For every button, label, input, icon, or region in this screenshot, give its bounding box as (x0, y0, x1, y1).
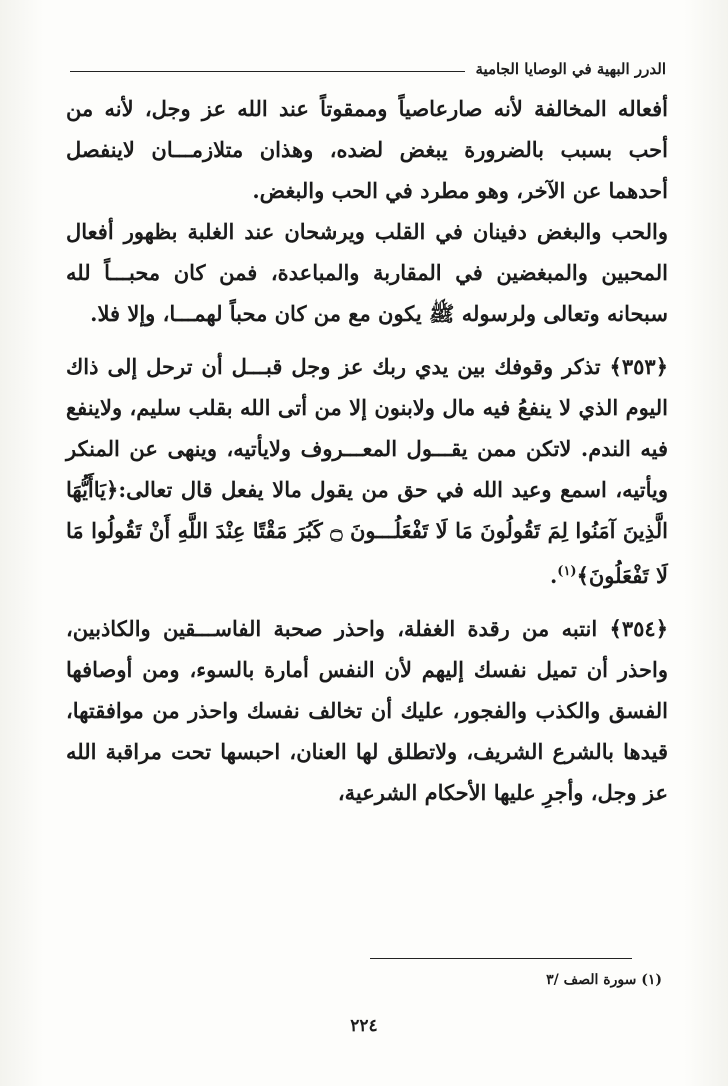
paragraph-354 (66, 608, 668, 813)
paragraph-353-text: تذكر وقوفك بين يدي ربك عز وجل قبـــل أن ترحل إلى ذاك اليوم الذي لا ينفعُ فيه مال ولابنون إلا من أتى الله بقلب سليم، ولاينفع فيه الندم. لاتكن ممن يقـــول المعـــروف ولايأتيه، وينهى عن المنكر ويأتيه، اسمع وعيد الله في حق من يقول مالا يفعل قال تعالى: (66, 354, 668, 502)
footnote: (١) سورة الصف /٣ (546, 972, 662, 988)
quran-verse: ﴿يَاأَيُّهَا الَّذِينَ آمَنُوا لِمَ تَقُولُونَ مَا لَا تَفْعَلُـــونَ ۝ كَبُرَ مَقْتًا عِنْدَ اللَّهِ أَنْ تَقُولُوا مَا لَا تَفْعَلُونَ﴾ (66, 477, 668, 588)
paragraph-2-text: والحب والبغض دفينان في القلب ويرشحان عند الغلبة بظهور أفعال المحبين والمبغضين في المقاربة والمباعدة، فمن كان محبـــاً لله سبحانه وتعالى ولرسوله ﷺ يكون مع من كان محباً لهمـــا، وإلا فلا. (66, 219, 668, 326)
footnote-ref[interactable]: (١) (557, 564, 577, 579)
running-header (70, 48, 666, 78)
paragraph-1-text: أفعاله المخالفة لأنه صارعاصياً وممقوتاً عند الله عز وجل، لأنه من أحب بسبب بالضرورة يبغض لضده، وهذان متلازمـــان لاينفصل أحدهما عن الآخر، وهو مطرد في الحب والبغض. (66, 96, 668, 203)
paragraph-353 (66, 346, 668, 596)
paragraph-1 (66, 88, 668, 211)
paragraph-number: ﴿٣٥٣﴾ (609, 354, 668, 379)
paragraph-number: ﴿٣٥٤﴾ (609, 616, 668, 641)
footnote-rule (370, 958, 632, 959)
page-number: ٢٢٤ (350, 1016, 378, 1036)
header-title: الدرر البهية في الوصايا الجامية (475, 60, 666, 78)
paragraph-353-ending: . (549, 563, 558, 588)
header-rule (70, 71, 465, 72)
main-text (66, 88, 668, 813)
paragraph-354-text: انتبه من رقدة الغفلة، واحذر صحبة الفاســـقين والكاذبين، واحذر أن تميل نفسك إليهم لأن النفس أمارة بالسوء، ومن أوصافها الفسق والكذب والفجور، عليك أن تخالف نفسك واحذر من موافقتها، قيدها بالشرع الشريف، ولاتطلق لها العنان، احبسها تحت مراقبة الله عز وجل، وأجرِ عليها الأحكام الشرعية، (66, 616, 668, 805)
paragraph-2 (66, 211, 668, 334)
